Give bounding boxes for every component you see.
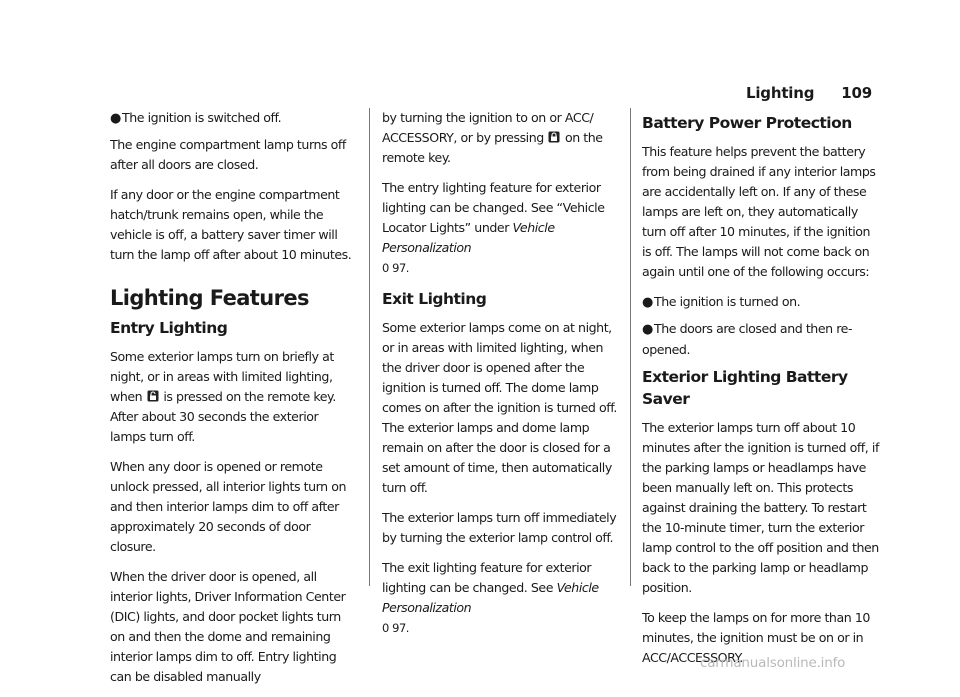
paragraph: The exterior lamps turn off immediately by turning the exterior lamp control off. <box>382 510 617 545</box>
section-title: Lighting <box>746 84 815 102</box>
paragraph: The exterior lamps turn off about 10 minutes after the ignition is turned off, if the parking lamps or headlamps have been manually left on. This protects against draining the battery. To restart the 10-minute timer, turn the exterior lamp control to the off position and then back to the parking lamp or headlamp position. <box>642 420 879 595</box>
bullet-icon: ● <box>110 111 121 126</box>
cross-reference-title[interactable]: Vehicle Personalization <box>382 220 555 255</box>
list-item: ●The ignition is switched off. <box>110 108 355 129</box>
paragraph: To keep the lamps on for more than 10 minutes, the ignition must be on or in ACC/ACCESSORY. <box>642 610 870 665</box>
paragraph: by turning the ignition to on or ACC/ ACCESSORY, or by pressing on the remote key. <box>382 110 603 165</box>
list-item: ●The doors are closed and then re-opened. <box>642 321 853 357</box>
lock-key-icon <box>548 131 560 143</box>
paragraph: This feature helps prevent the battery from being drained if any interior lamps are accidentally left on. If any of these lamps are left on, they automatically turn off after 10 minutes, if the ignition is off. The lamps will not come back on again until one of the following occurs: <box>642 144 876 279</box>
page-reference[interactable]: 0 97. <box>382 261 410 275</box>
cross-reference-title[interactable]: Vehicle Personalization <box>382 580 599 615</box>
heading-exit-lighting: Exit Lighting <box>382 290 487 308</box>
column-divider <box>369 108 370 586</box>
paragraph: Some exterior lamps turn on briefly at night, or in areas with limited lighting, when is pressed on the remote key. After about 30 seconds the exterior lamps turn off. <box>110 349 336 444</box>
page-header <box>746 84 872 102</box>
page-number: 109 <box>841 84 872 102</box>
watermark: carmanualsonline.info <box>700 655 846 671</box>
bullet-icon: ● <box>642 295 653 310</box>
unlock-key-icon <box>147 390 159 402</box>
paragraph: The exit lighting feature for exterior lighting can be changed. See Vehicle Personalization 0 97. <box>382 560 599 635</box>
paragraph: The entry lighting feature for exterior lighting can be changed. See “Vehicle Locator Lights” under Vehicle Personalization 0 97. <box>382 180 605 275</box>
paragraph: When any door is opened or remote unlock pressed, all interior lights turn on and then interior lamps dim to off after approximately 20 seconds of door closure. <box>110 459 347 554</box>
heading-battery-power-protection: Battery Power Protection <box>642 114 852 132</box>
paragraph: Some exterior lamps come on at night, or in areas with limited lighting, when the driver door is opened after the ignition is turned off. The dome lamp comes on after the ignition is turned off. The exterior lamps and dome lamp remain on after the door is closed for a set amount of time, then automatically turn off. <box>382 320 617 495</box>
list-item: ●The ignition is turned on. <box>642 292 882 313</box>
heading-entry-lighting: Entry Lighting <box>110 319 228 337</box>
column-1 <box>110 108 355 697</box>
bullet-icon: ● <box>642 322 653 337</box>
column-2 <box>382 108 622 648</box>
paragraph: If any door or the engine compartment hatch/trunk remains open, while the vehicle is off, a battery saver timer will turn the lamp off after about 10 minutes. <box>110 187 352 262</box>
paragraph: When the driver door is opened, all interior lights, Driver Information Center (DIC) lights, and door pocket lights turn on and then the dome and remaining interior lamps dim to off. Entry lighting can be disabled manually <box>110 569 346 684</box>
paragraph: The engine compartment lamp turns off after all doors are closed. <box>110 137 346 172</box>
heading-exterior-lighting-battery-saver: Exterior Lighting Battery Saver <box>642 368 848 408</box>
column-divider <box>630 108 631 586</box>
page-reference[interactable]: 0 97. <box>382 621 410 635</box>
heading-lighting-features: Lighting Features <box>110 286 309 310</box>
column-3 <box>642 108 882 678</box>
